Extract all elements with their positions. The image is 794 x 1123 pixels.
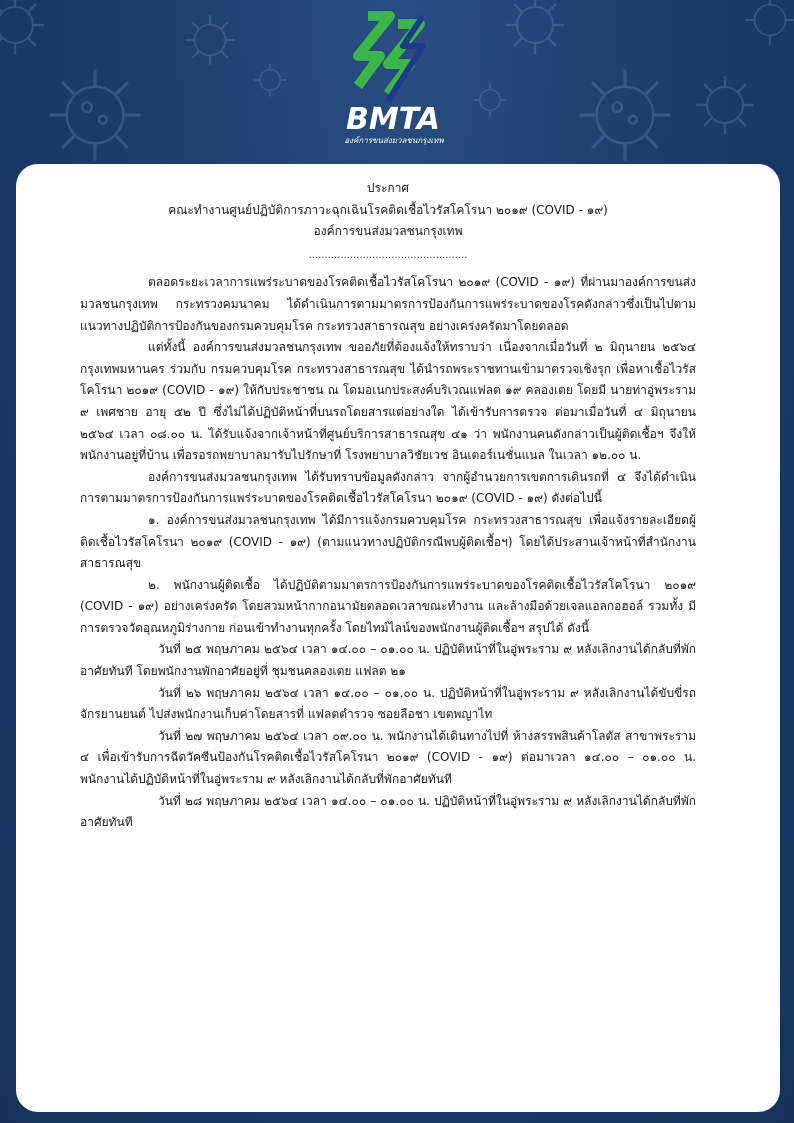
timeline-entry: วันที่ ๒๗ พฤษภาคม ๒๕๖๔ เวลา ๐๙.๐๐ น. พนักงานได้เดินทางไปที่ ห้างสรรพสินค้าโลตัส สาขาพระราม ๔ เพื่อเข้ารับการฉีดวัคซีนป้องกันโรคติดเชื้อไวรัสโคโรนา ๒๐๑๙ (COVID - ๑๙) ต่อมาเวลา ๑๔.๐๐ – ๐๑.๐๐ น. พนักงานได้ปฏิบัติหน้าที่ในอู่พระราม ๙ หลังเลิกงานได้กลับที่พักอาศัยทันที bbox=[80, 728, 696, 787]
separator: .................................................. bbox=[308, 249, 468, 261]
paragraph: ๑. องค์การขนส่งมวลชนกรุงเทพ ได้มีการแจ้งกรมควบคุมโรค กระทรวงสาธารณสุข เพื่อแจ้งรายละเอียดผู้ติดเชื้อไวรัสโคโรนา ๒๐๑๙ (COVID - ๑๙) (ตามแนวทางปฏิบัติกรณีพบผู้ติดเชื้อฯ) โดยได้ประสานเจ้าหน้าที่สำนักงานสาธารณสุข bbox=[80, 512, 696, 571]
announcement-document bbox=[80, 178, 696, 834]
virus-decoration-icon bbox=[470, 80, 510, 120]
timeline-entry: วันที่ ๒๕ พฤษภาคม ๒๕๖๔ เวลา ๑๔.๐๐ – ๐๑.๐๐ น. ปฏิบัติหน้าที่ในอู่พระราม ๙ หลังเลิกงานได้กลับที่พักอาศัยทันที โดยพนักงานพักอาศัยอยู่ที่ ชุมชนคลองเตย แฟลต ๒๑ bbox=[80, 642, 696, 679]
document-title: คณะทำงานศูนย์ปฏิบัติการภาวะฉุกเฉินโรคติดเชื้อไวรัสโคโรนา ๒๐๑๙ (COVID - ๑๙) bbox=[168, 202, 608, 217]
bmta-logo bbox=[328, 6, 458, 146]
timeline-entry: วันที่ ๒๘ พฤษภาคม ๒๕๖๔ เวลา ๑๔.๐๐ – ๐๑.๐๐ น. ปฏิบัติหน้าที่ในอู่พระราม ๙ หลังเลิกงานได้กลับที่พักอาศัยทันที bbox=[80, 793, 696, 830]
paragraph: ๒. พนักงานผู้ติดเชื้อ ได้ปฏิบัติตามมาตรการป้องกันการแพร่ระบาดของโรคติดเชื้อไวรัสโคโรนา ๒๐๑๙ (COVID - ๑๙) อย่างเคร่งครัด โดยสวมหน้ากากอนามัยตลอดเวลาขณะทำงาน และล้างมือด้วยเจลแอลกอฮอล์ รวมทั้ง มีการตรวจวัดอุณหภูมิร่างกาย ก่อนเข้าทำงานทุกครั้ง โดยไทม์ไลน์ของพนักงานผู้ติดเชื้อฯ สรุปได้ ดังนี้ bbox=[80, 577, 696, 635]
logo-brand-text: BMTA bbox=[345, 102, 441, 137]
virus-decoration-icon bbox=[690, 70, 760, 140]
paragraph: องค์การขนส่งมวลชนกรุงเทพ ได้รับทราบข้อมูลดังกล่าว จากผู้อำนวยการเขตการเดินรถที่ ๔ จึงได้ดำเนินการตามมาตรการป้องกันการแพร่ระบาดของโรคติดเชื้อไวรัสโคโรนา ๒๐๑๙ (COVID - ๑๙) ดังต่อไปนี้ bbox=[80, 469, 696, 506]
virus-decoration-icon bbox=[0, 0, 50, 60]
paragraph: ตลอดระยะเวลาการแพร่ระบาดของโรคติดเชื้อไวรัสโคโรนา ๒๐๑๙ (COVID - ๑๙) ที่ผ่านมาองค์การขนส่งมวลชนกรุงเทพ กระทรวงคมนาคม ได้ดำเนินการตามมาตรการป้องกันการแพร่ระบาดของโรคดังกล่าวซึ่งเป็นไปตามแนวทางปฏิบัติการป้องกันของกรมควบคุมโรค กระทรวงสาธารณสุข อย่างเคร่งครัดมาโดยตลอด bbox=[80, 275, 696, 333]
virus-decoration-icon bbox=[570, 60, 680, 170]
virus-decoration-icon bbox=[500, 0, 570, 60]
virus-decoration-icon bbox=[40, 60, 150, 170]
virus-decoration-icon bbox=[250, 60, 290, 100]
virus-decoration-icon bbox=[180, 10, 240, 70]
document-heading: ประกาศ bbox=[366, 181, 410, 195]
logo-subtitle: องค์การขนส่งมวลชนกรุงเทพ bbox=[344, 136, 444, 145]
document-organization: องค์การขนส่งมวลชนกรุงเทพ bbox=[313, 224, 463, 239]
paragraph: แต่ทั้งนี้ องค์การขนส่งมวลชนกรุงเทพ ขออภัยที่ต้องแจ้งให้ทราบว่า เนื่องจากเมื่อวันที่ ๒ มิถุนายน ๒๕๖๔ กรุงเทพมหานคร ร่วมกับ กรมควบคุมโรค กระทรวงสาธารณสุข ได้นำรถพระราชทานเข้ามาตรวจเชิงรุก เพื่อหาเชื้อไวรัสโคโรนา ๒๐๑๙ (COVID - ๑๙) ให้กับประชาชน ณ โดมอเนกประสงค์บริเวณแฟลต ๑๙ คลองเตย โดยมี นายท่าอู่พระราม ๙ เพศชาย อายุ ๕๒ ปี ซึ่งไม่ได้ปฏิบัติหน้าที่บนรถโดยสารแต่อย่างใด ได้เข้ารับการตรวจ ต่อมาเมื่อวันที่ ๔ มิถุนายน ๒๕๖๔ เวลา ๐๘.๐๐ น. ได้รับแจ้งจากเจ้าหน้าที่ศูนย์บริการสาธารณสุข ๔๑ ว่า พนักงานคนดังกล่าวเป็นผู้ติดเชื้อฯ จึงให้พนักงานอยู่ที่บ้าน เพื่อรอรถพยาบาลมารับไปรักษาที่ โรงพยาบาลวิชัยเวช อินเตอร์เนชั่นแนล ในเวลา ๑๒.๐๐ น. bbox=[80, 340, 696, 463]
virus-decoration-icon bbox=[740, 0, 794, 50]
timeline-entry: วันที่ ๒๖ พฤษภาคม ๒๕๖๔ เวลา ๑๔.๐๐ – ๐๑.๐๐ น. ปฏิบัติหน้าที่ในอู่พระราม ๙ หลังเลิกงานได้ขับขี่รถจักรยานยนต์ ไปส่งพนักงานเก็บค่าโดยสารที่ แฟลตตำรวจ ซอยลือชา เขตพญาไท bbox=[80, 685, 696, 722]
bmta-logo-mark-icon bbox=[328, 6, 458, 106]
